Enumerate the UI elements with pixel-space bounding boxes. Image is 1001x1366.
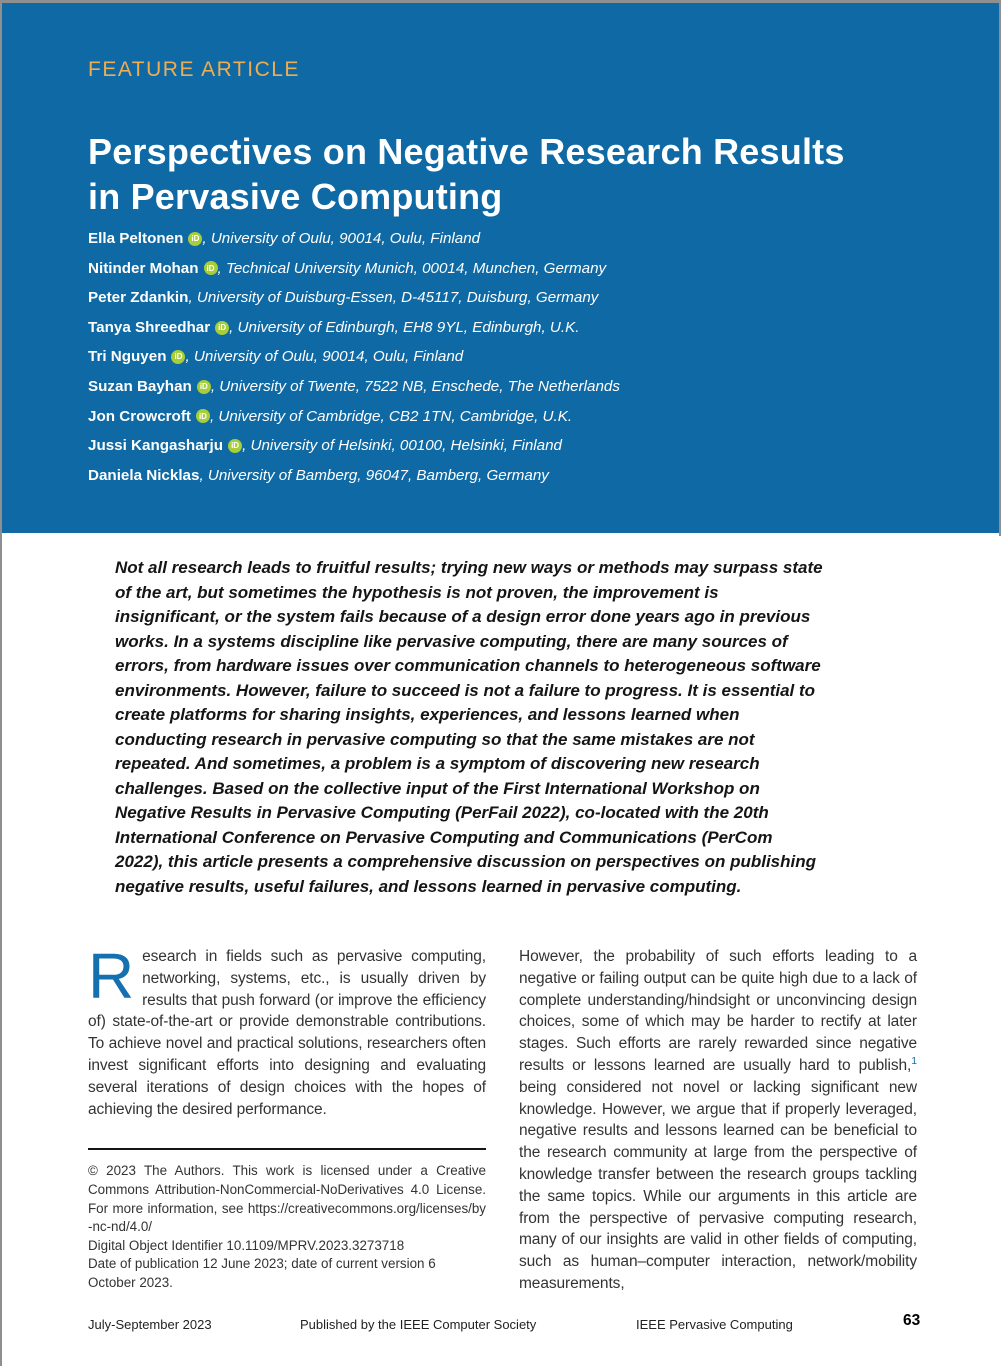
- license-line: [88, 1162, 486, 1236]
- body-paragraph-text-post: being considered not novel or lacking significant new knowledge. However, we argue that if properly leveraged, negative results and lessons learned can be beneficial to the research community at large from the perspective of knowledge transfer between the research groups tackling the same topics. While our arguments in this article are from the perspective of pervasive computing research, many of our insights are valid in other fields of computing, such as human–computer interaction, network/mobility measurements,: [519, 1078, 917, 1292]
- article-title-line1: Perspectives on Negative Research Results: [88, 131, 845, 172]
- author-list: [88, 224, 620, 490]
- orcid-icon[interactable]: iD: [228, 439, 242, 453]
- orcid-icon[interactable]: iD: [204, 261, 218, 275]
- author-name: Tri Nguyen: [88, 348, 167, 366]
- orcid-icon[interactable]: iD: [188, 232, 202, 246]
- author-row: [88, 224, 620, 254]
- article-body: [88, 940, 918, 1295]
- orcid-icon[interactable]: iD: [171, 350, 185, 364]
- author-row: [88, 283, 620, 313]
- author-row: [88, 461, 620, 491]
- page-number: 63: [903, 1312, 921, 1329]
- issue-date: July-September 2023: [88, 1317, 212, 1332]
- author-affiliation: , University of Cambridge, CB2 1TN, Cambridge, U.K.: [209, 407, 573, 425]
- author-name: Tanya Shreedhar: [88, 318, 211, 336]
- author-affiliation: , University of Twente, 7522 NB, Enschede, The Netherlands: [210, 377, 620, 395]
- author-name: Ella Peltonen: [88, 230, 184, 247]
- license-text: © 2023 The Authors. This work is licensed under a Creative Commons Attribution-NonCommercial-NoDerivatives 4.0 License. For more information, see: [88, 1163, 486, 1216]
- drop-cap: R: [88, 940, 135, 1012]
- orcid-icon[interactable]: iD: [215, 321, 229, 335]
- article-type-label: FEATURE ARTICLE: [88, 58, 300, 81]
- article-masthead: [2, 3, 999, 533]
- author-row: [88, 254, 620, 284]
- journal-name: IEEE Pervasive Computing: [636, 1317, 793, 1332]
- author-row: [88, 402, 620, 432]
- article-title: [88, 129, 845, 219]
- body-paragraph: [519, 946, 917, 1295]
- orcid-icon[interactable]: iD: [196, 409, 210, 423]
- author-affiliation: , Technical University Munich, 00014, Munchen, Germany: [217, 259, 607, 277]
- doi-line: Digital Object Identifier 10.1109/MPRV.2023.3273718: [88, 1237, 405, 1253]
- author-affiliation: , University of Oulu, 90014, Oulu, Finland: [185, 348, 464, 366]
- intro-paragraph-text: esearch in fields such as pervasive computing, networking, systems, etc., is usually driven by results that push forward (or improve the efficiency of) state-of-the-art or provide demonstrable contributions. To achieve novel and practical solutions, researchers often invest significant efforts into designing and evaluating several iterations of design choices with the hopes of achieving the desired performance.: [88, 948, 486, 1118]
- author-affiliation: , University of Oulu, 90014, Oulu, Finland: [202, 230, 481, 247]
- author-row: [88, 431, 620, 461]
- author-affiliation: , University of Edinburgh, EH8 9YL, Edinburgh, U.K.: [229, 318, 580, 336]
- abstract-text: Not all research leads to fruitful results; trying new ways or methods may surpass state of the art, but sometimes the hypothesis is not proven, the improvement is insignificant, or the system fails because of a design error done years ago in previous works. In a systems discipline like pervasive computing, there are many sources of errors, from hardware issues over communication channels to heterogeneous software environments. However, failure to succeed is not a failure to progress. It is essential to create platforms for sharing insights, experiences, and lessons learned when conducting research in pervasive computing so that the same mistakes are not repeated. And sometimes, a problem is a symptom of discovering new research challenges. Based on the collective input of the First International Workshop on Negative Results in Pervasive Computing (PerFail 2022), co-located with the 20th International Conference on Pervasive Computing and Communications (PerCom 2022), this article presents a comprehensive discussion on perspectives on publishing negative results, useful failures, and lessons learned in pervasive computing.: [115, 558, 823, 896]
- license-footnote: [88, 1162, 486, 1292]
- right-column: [519, 946, 917, 1295]
- author-name: Peter Zdankin: [88, 289, 189, 307]
- author-row: [88, 342, 620, 372]
- author-name: Suzan Bayhan: [88, 377, 192, 395]
- author-name: Jon Crowcroft: [88, 407, 191, 425]
- author-affiliation: , University of Duisburg-Essen, D-45117, Duisburg, Germany: [188, 289, 599, 307]
- author-row: [88, 372, 620, 402]
- license-url-link[interactable]: https://creativecommons.org/licenses/by-nc-nd/4.0/: [88, 1200, 486, 1235]
- author-affiliation: , University of Bamberg, 96047, Bamberg, Germany: [199, 466, 549, 484]
- author-affiliation: , University of Helsinki, 00100, Helsinki, Finland: [242, 437, 562, 455]
- author-name: Nitinder Mohan: [88, 259, 199, 277]
- footnote-divider: [88, 1148, 486, 1150]
- intro-paragraph: [88, 940, 486, 1120]
- publication-dates: Date of publication 12 June 2023; date of current version 6 October 2023.: [88, 1256, 436, 1290]
- article-title-line2: in Pervasive Computing: [88, 176, 503, 217]
- publisher-note: Published by the IEEE Computer Society: [300, 1317, 537, 1332]
- citation-ref-1[interactable]: 1: [911, 1054, 917, 1067]
- author-name: Daniela Nicklas: [88, 466, 200, 484]
- author-row: [88, 313, 620, 343]
- author-name: Jussi Kangasharju: [88, 437, 224, 455]
- orcid-icon[interactable]: iD: [197, 380, 211, 394]
- left-column: [88, 940, 486, 1295]
- body-paragraph-text-pre: However, the probability of such efforts leading to a negative or failing output can be quite high due to a lack of complete understanding/hindsight or unconvincing design choices, some of which may be harder to rectify at later stages. Such efforts are rarely rewarded since negative results or lessons learned are usually hard to publish,: [519, 948, 917, 1074]
